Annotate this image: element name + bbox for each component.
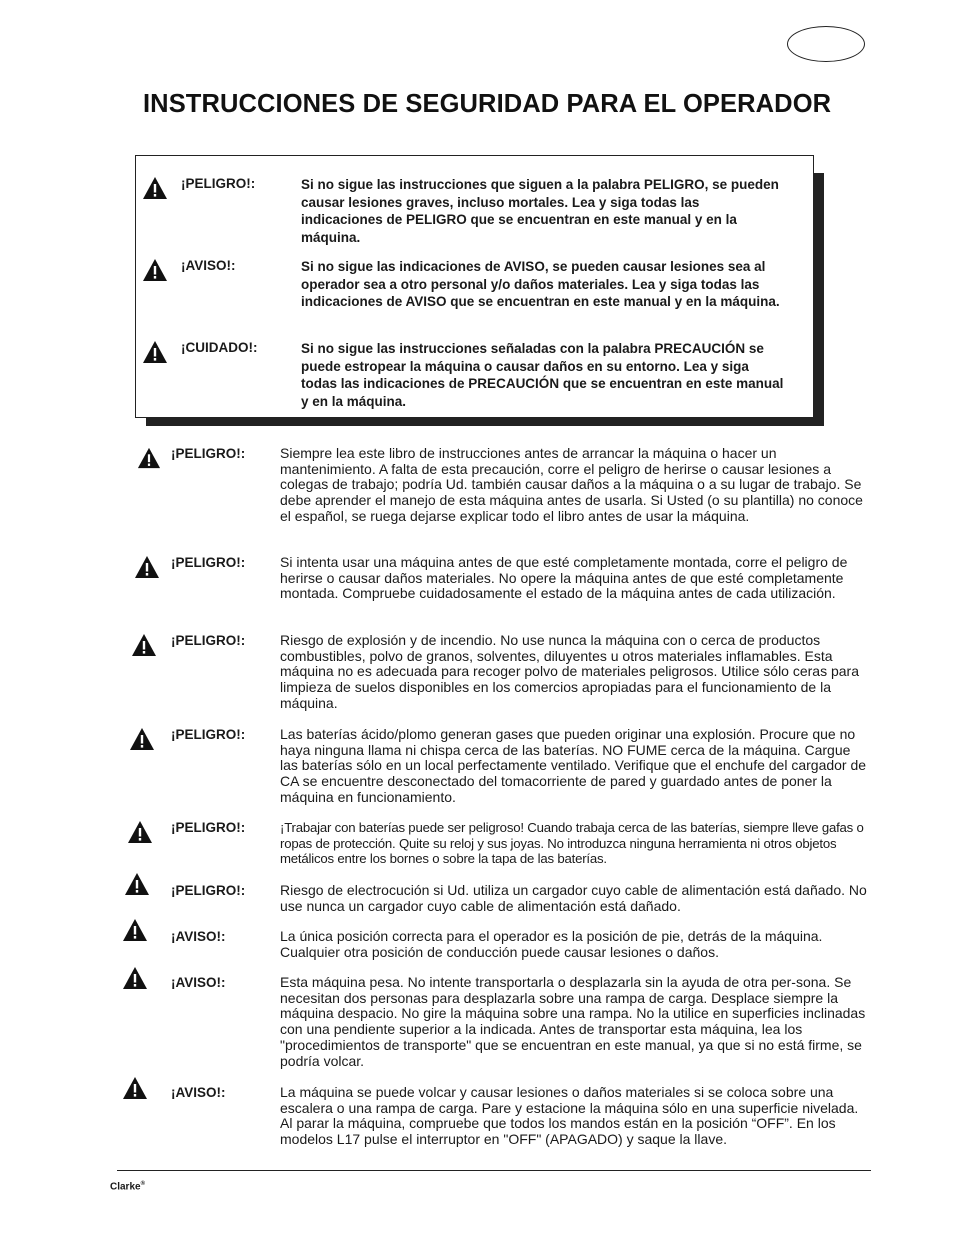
legend-text: Si no sigue las instrucciones señaladas con la palabra PRECAUCIÓN se puede estropear la máquina o causar daños en su entorno. Lea y siga todas las indicaciones de PRECAUCIÓN que se encuentran en este manual y en la máquina. [301,341,784,409]
legend-label: ¡AVISO!: [181,258,236,273]
page-title: INSTRUCCIONES DE SEGURIDAD PARA EL OPERADOR [143,90,832,118]
warning-triangle-icon [124,872,150,896]
warning-label: ¡AVISO!: [171,975,226,990]
warning-text: Esta máquina pesa. No intente transportarla o desplazarla sin la ayuda de otra per-sona. Se necesitan dos personas para desplazarla sobre una rampa de carga. Desplace siempre la máquina despacio. No gire la máquina sobre una rampa. No la utilice en superficies inclinadas con una pendiente superior a la indicada. Antes de transportar esta máquina, lea los "procedimientos de transporte" que se encuentran en este manual, ya que si no está firme, se podría volcar. [280,974,866,1069]
warning-triangle-icon [122,1076,148,1100]
warning-text: Las baterías ácido/plomo generan gases que pueden originar una explosión. Procure que no haya ninguna llama ni chispa cerca de las baterías. NO FUME cerca de la máquina. Cargue las baterías sólo en un local perfectamente ventilado. Verifique que el enchufe del cargador de CA se encuentre desconectado del tomacorriente de pared y guardado antes de poner la máquina en funcionamiento. [280,726,867,805]
warning-label: ¡PELIGRO!: [171,727,246,742]
warning-triangle-icon [142,176,168,200]
legend-text: Si no sigue las indicaciones de AVISO, se pueden causar lesiones sea al operador sea a otro personal y/o daños materiales. Lea y siga todas las indicaciones de AVISO que se encuentran en este manual y en la máquina. [301,259,780,309]
warning-label: ¡AVISO!: [171,1085,226,1100]
warning-label: ¡PELIGRO!: [171,883,246,898]
footer-brand [110,1181,145,1192]
warning-triangle-icon [122,918,148,942]
warning-triangle-icon [127,820,153,844]
warning-text: La máquina se puede volcar y causar lesiones o daños materiales si se coloca sobre una escalera o una rampa de carga. Pare y estacione la máquina sólo en una superficie nivelada. Al parar la máquina, compruebe que todos los mandos están en la posición “OFF”. En los modelos L17 pulse el interruptor en "OFF" (APAGADO) y saque la llave. [280,1084,859,1148]
warning-triangle-icon [122,966,148,990]
warning-label: ¡PELIGRO!: [171,555,246,570]
warning-label: ¡PELIGRO!: [171,446,246,461]
legend-label: ¡PELIGRO!: [181,176,256,191]
footer-rule [117,1170,871,1171]
warning-triangle-icon [134,555,160,579]
legend-text: Si no sigue las instrucciones que siguen a la palabra PELIGRO, se pueden causar lesiones graves, incluso mortales. Lea y siga todas las indicaciones de PELIGRO que se encuentran en este manual y en la máquina. [301,177,779,245]
language-tab-oval [787,26,865,62]
warning-text: Riesgo de explosión y de incendio. No use nunca la máquina con o cerca de productos combustibles, polvo de granos, solventes, diluyentes u otros materiales inflamables. Esta máquina no es adecuada para recoger polvo de materiales peligrosos. Utilice sólo ceras para limpieza de suelos disponibles en los comercios apropiadas para el funcionamiento de la máquina. [280,632,859,711]
warning-triangle-icon [131,633,157,657]
warning-label: ¡AVISO!: [171,929,226,944]
warning-text: ¡Trabajar con baterías puede ser peligroso! Cuando trabaja cerca de las baterías, siempre lleve gafas o ropas de protección. Quite su reloj y sus joyas. No introduzca ninguna herramienta ni otros objetos metálicos entre los bornes o sobre la tapa de las baterías. [280,820,864,867]
warning-triangle-icon [128,727,156,751]
warning-triangle-icon [137,446,161,470]
brand-name: Clarke [110,1181,141,1193]
warning-text: La única posición correcta para el operador es la posición de pie, detrás de la máquina. Cualquier otra posición de conducción puede causar lesiones o daños. [280,928,823,960]
warning-text: Riesgo de electrocución si Ud. utiliza un cargador cuyo cable de alimentación está dañado. No use nunca un cargador cuyo cable de alimentación está dañado. [280,882,867,914]
warning-triangle-icon [142,340,168,364]
warning-text: Si intenta usar una máquina antes de que esté completamente montada, corre el peligro de herirse o causar daños materiales. No opere la máquina antes de que esté completamente montada. Compruebe cuidadosamente el estado de la máquina antes de cada utilización. [280,554,848,602]
registered-mark: ® [140,1181,145,1187]
signal-word-legend-box [135,155,814,418]
warning-label: ¡PELIGRO!: [171,633,246,648]
warning-triangle-icon [142,258,168,282]
warning-label: ¡PELIGRO!: [171,820,246,835]
legend-label: ¡CUIDADO!: [181,340,258,355]
warning-text: Siempre lea este libro de instrucciones antes de arrancar la máquina o hacer un mantenimiento. A falta de esta precaución, corre el peligro de herirse o causar lesiones a colegas de trabajo; podría Ud. también causar daños a la máquina o a su lugar de trabajo. Se debe aprender el manejo de esta máquina antes de usarla. Si Usted (o su plantilla) no conoce el español, se ruega dejarse explicar todo el libro antes de usar la máquina. [280,445,863,524]
